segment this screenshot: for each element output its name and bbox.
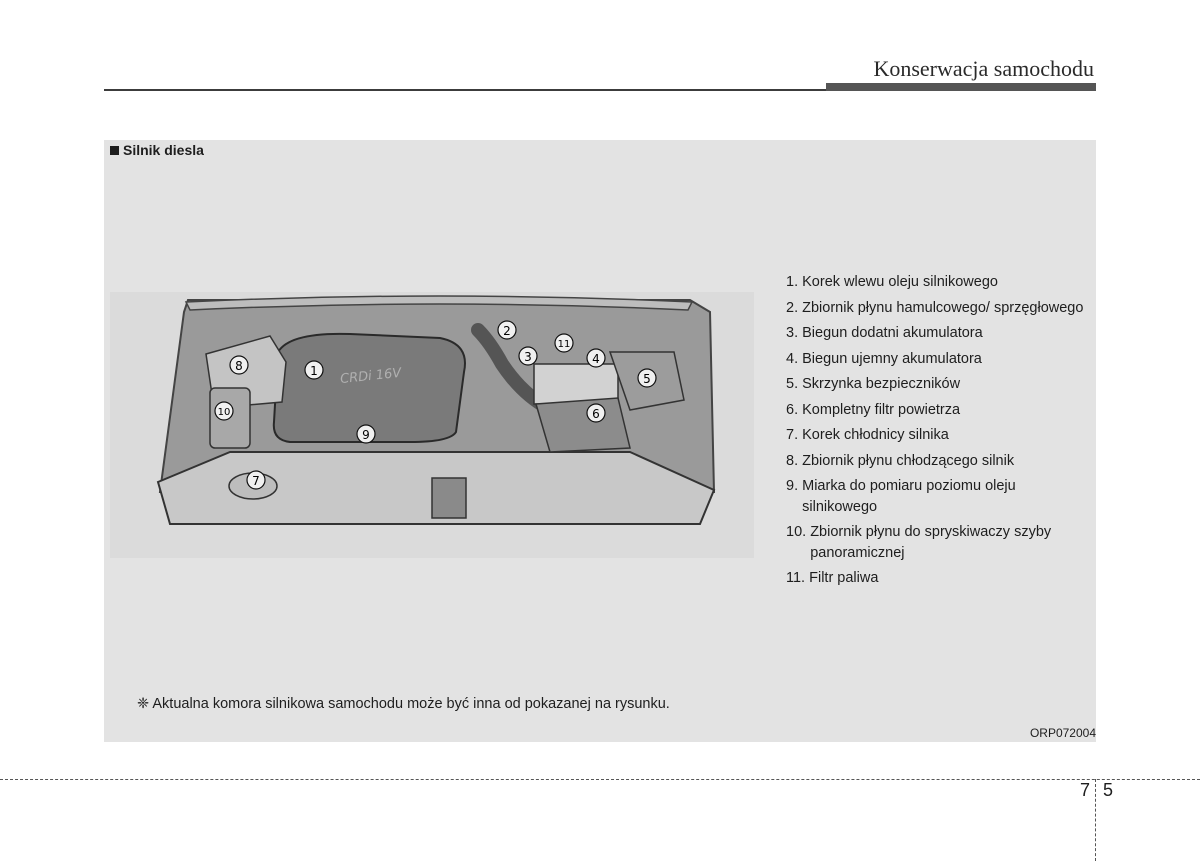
figure-code: ORP072004 (1029, 726, 1096, 740)
svg-text:1: 1 (310, 364, 318, 378)
legend-item: 2. Zbiornik płynu hamulcowego/ sprzęgłowego (786, 299, 1084, 316)
engine-badge: CRDi 16V (339, 365, 402, 388)
battery (534, 364, 618, 404)
marker-2 (498, 321, 516, 339)
hood-latch (432, 478, 466, 518)
header-rule-accent (826, 83, 1096, 91)
svg-text:8: 8 (235, 359, 243, 373)
legend-item: 3. Biegun dodatni akumulatora (786, 325, 983, 341)
marker-6 (587, 404, 605, 422)
marker-3 (519, 347, 537, 365)
legend-item: 9. Miarka do pomiaru poziomu oleju silnikowego (786, 478, 1016, 515)
marker-1 (305, 361, 323, 379)
engine-compartment-illustration (110, 292, 754, 558)
svg-text:3: 3 (524, 350, 532, 364)
svg-text:9: 9 (362, 428, 370, 442)
marker-11 (555, 334, 573, 352)
page-number: 5 (1103, 780, 1114, 800)
legend-item: 1. Korek wlewu oleju silnikowego (786, 274, 998, 290)
section-heading-text: Silnik diesla (123, 142, 204, 158)
svg-text:2: 2 (503, 324, 511, 338)
chapter-title: Konserwacja samochodu (873, 56, 1094, 81)
legend-item: 7. Korek chłodnicy silnika (786, 427, 949, 443)
svg-text:11: 11 (557, 339, 571, 350)
legend-item: 6. Kompletny filtr powietrza (786, 401, 961, 418)
marker-8 (230, 356, 248, 374)
footer-divider (0, 779, 1200, 780)
svg-text:6: 6 (592, 407, 600, 421)
legend-item: 5. Skrzynka bezpieczników (786, 376, 961, 392)
marker-7 (247, 471, 265, 489)
chapter-number: 7 (1080, 780, 1091, 800)
section-heading (110, 142, 204, 158)
air-filter (536, 398, 630, 452)
page-number-divider (1095, 779, 1096, 861)
legend-item: 10. Zbiornik płynu do spryskiwaczy szyby panoramicznej (786, 524, 1052, 561)
svg-text:4: 4 (592, 352, 600, 366)
marker-4 (587, 349, 605, 367)
svg-text:7: 7 (252, 474, 260, 488)
marker-10 (215, 402, 233, 420)
marker-9 (357, 425, 375, 443)
svg-text:5: 5 (643, 372, 651, 386)
legend-item: 8. Zbiornik płynu chłodzącego silnik (786, 452, 1015, 469)
svg-text:10: 10 (217, 407, 231, 418)
header-rule (104, 89, 826, 91)
legend-item: 11. Filtr paliwa (786, 570, 879, 586)
marker-5 (638, 369, 656, 387)
engine-bay-drawing (110, 292, 754, 558)
square-bullet-icon (110, 146, 119, 155)
legend-item: 4. Biegun ujemny akumulatora (786, 350, 982, 367)
component-legend (786, 272, 1086, 594)
footnote: ❈ Aktualna komora silnikowa samochodu może być inna od pokazanej na rysunku. (137, 696, 670, 712)
